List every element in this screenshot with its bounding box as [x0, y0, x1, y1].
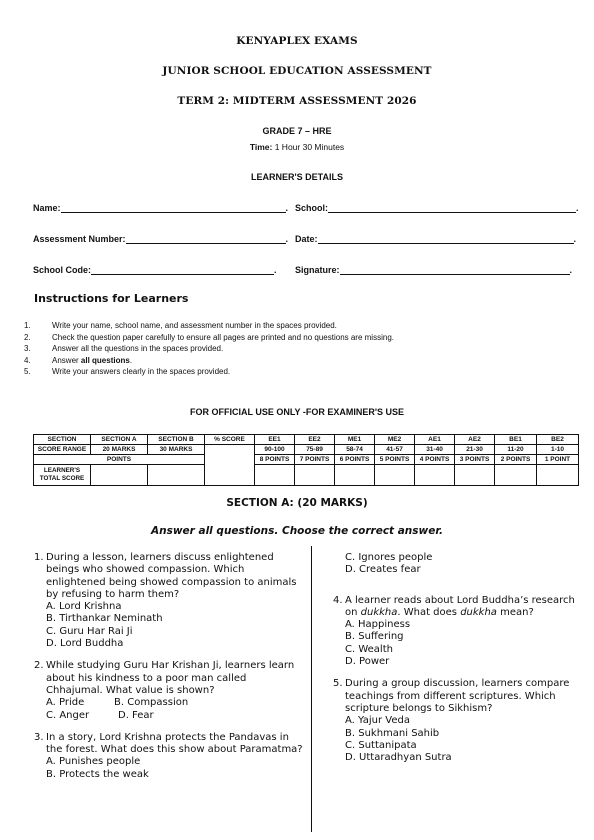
table-row: [34, 465, 579, 486]
option-d[interactable]: D. Uttaradhyan Sutra: [345, 752, 452, 764]
question-stem: During a lesson, learners discuss enlightened beings who showed compassion. Which enlightened being showed compassion to animals by refusing to harm them?: [46, 552, 297, 600]
option-d[interactable]: D. Lord Buddha: [46, 638, 124, 650]
instruction-item: 3. Answer all the questions in the spaces provided.: [24, 344, 224, 353]
question-4: 4. A learner reads about Lord Buddha’s research on dukkha. What does dukkha mean? A. Happiness B. Suffering C. Wealth D. Power: [333, 595, 583, 669]
signature-label: Signature:: [295, 265, 340, 275]
percent-score-cell[interactable]: [205, 445, 255, 486]
score-cell[interactable]: [335, 465, 375, 486]
name-label: Name:: [33, 203, 61, 213]
option-c[interactable]: C. Wealth: [345, 643, 393, 655]
exam-body-title: KENYAPLEX EXAMS: [236, 35, 358, 47]
question-stem: While studying Guru Har Krishan Ji, learners learn about his kindness to a poor man called Chhajumal. What value is shown?: [46, 660, 295, 696]
name-line[interactable]: [61, 203, 286, 213]
school-label: School:: [295, 203, 328, 213]
assessment-number-label: Assessment Number:: [33, 234, 126, 244]
section-a-instruction: Answer all questions. Choose the correct answer.: [150, 525, 444, 537]
option-c[interactable]: C. Anger: [46, 709, 90, 721]
learner-total-label: LEARNER'S TOTAL SCORE: [34, 465, 91, 486]
option-a[interactable]: A. Happiness: [345, 619, 411, 631]
section-a-title: SECTION A: (20 MARKS): [226, 497, 368, 509]
column-divider: [311, 546, 312, 832]
date-line[interactable]: [318, 234, 574, 244]
instruction-item: 1. Write your name, school name, and assessment number in the spaces provided.: [24, 321, 337, 330]
option-b[interactable]: B. Compassion: [114, 697, 189, 709]
time-label: Time:: [249, 142, 273, 152]
option-c[interactable]: C. Suttanipata: [345, 739, 417, 751]
question-stem: During a group discussion, learners compare teachings from different scriptures. Which scripture belongs to Sikhism?: [345, 678, 570, 714]
instructions-title: Instructions for Learners: [34, 292, 189, 305]
date-label: Date:: [295, 234, 318, 244]
table-row: SECTION SECTION A SECTION B % SCORE EE1 EE2 ME1 ME2 AE1 AE2 BE1 BE2: [34, 435, 579, 445]
option-b[interactable]: B. Sukhmani Sahib: [345, 727, 440, 739]
school-line[interactable]: [328, 203, 576, 213]
score-cell[interactable]: [91, 465, 148, 486]
signature-line[interactable]: [340, 265, 570, 275]
question-5: 5. During a group discussion, learners compare teachings from different scriptures. Which scripture belongs to Sikhism? A. Yajur Veda B. Sukhmani Sahib C. Suttanipata D. Uttaradhyan Sutra: [333, 678, 583, 764]
option-d[interactable]: D. Creates fear: [345, 564, 421, 576]
instruction-item: 4. Answer all questions.: [24, 355, 133, 365]
option-c[interactable]: C. Guru Har Rai Ji: [46, 625, 133, 637]
assessment-number-line[interactable]: [126, 234, 286, 244]
option-c[interactable]: C. Ignores people: [345, 552, 433, 563]
instruction-item: 2. Check the question paper carefully to ensure all pages are printed and no questions are missing.: [24, 332, 394, 342]
option-a[interactable]: A. Pride: [46, 697, 85, 709]
instructions-list: [22, 320, 394, 378]
option-b[interactable]: B. Protects the weak: [46, 768, 149, 780]
score-table: [33, 434, 579, 486]
questions-right-column: [333, 552, 583, 774]
school-code-line[interactable]: [91, 265, 274, 275]
time-value: 1 Hour 30 Minutes: [274, 142, 345, 152]
score-cell[interactable]: [537, 465, 579, 486]
question-stem: A learner reads about Lord Buddha’s research on dukkha. What does dukkha mean?: [345, 594, 575, 618]
question-stem: In a story, Lord Krishna protects the Pandavas in the forest. What does this show about Paramatma?: [46, 731, 303, 756]
school-code-label: School Code:: [33, 265, 91, 275]
question-3: 3. In a story, Lord Krishna protects the Pandavas in the forest. What does this show about Paramatma? A. Punishes people B. Protects the weak: [34, 731, 303, 780]
term-title: TERM 2: MIDTERM ASSESSMENT 2026: [177, 95, 417, 107]
option-d[interactable]: D. Fear: [118, 709, 154, 721]
option-b[interactable]: B. Tirthankar Neminath: [46, 613, 163, 625]
signature-field[interactable]: Signature: .: [295, 265, 573, 275]
learner-details-heading: LEARNER'S DETAILS: [251, 172, 343, 182]
assessment-number-field[interactable]: Assessment Number: .: [33, 234, 289, 244]
score-cell[interactable]: [415, 465, 455, 486]
score-cell[interactable]: [495, 465, 537, 486]
score-cell[interactable]: [455, 465, 495, 486]
instruction-item: 5. Write your answers clearly in the spaces provided.: [24, 367, 231, 376]
option-a[interactable]: A. Punishes people: [46, 756, 141, 768]
score-cell[interactable]: [148, 465, 205, 486]
questions-left-column: [34, 552, 304, 791]
table-row: SCORE RANGE 20 MARKS 30 MARKS 90-100 75-89 58-74 41-57 31-40 21-30 11-20 1-10: [34, 445, 579, 455]
option-a[interactable]: A. Lord Krishna: [46, 601, 122, 613]
grade-subject: GRADE 7 – HRE: [262, 126, 332, 136]
option-d[interactable]: D. Power: [345, 656, 390, 668]
table-row: POINTS 8 POINTS 7 POINTS 6 POINTS 5 POINTS 4 POINTS 3 POINTS 2 POINTS 1 POINT: [34, 455, 579, 465]
time-line: [0, 142, 594, 152]
school-code-field[interactable]: School Code: .: [33, 265, 277, 275]
question-3-continued: [333, 552, 583, 577]
score-cell[interactable]: [295, 465, 335, 486]
school-field[interactable]: School: .: [295, 203, 579, 213]
name-field[interactable]: Name: .: [33, 203, 289, 213]
official-use-heading: FOR OFFICIAL USE ONLY -FOR EXAMINER'S USE: [190, 407, 404, 417]
question-1: 1. During a lesson, learners discuss enlightened beings who showed compassion. Which enlightened being showed compassion to animals by refusing to harm them? A. Lord Krishna B. Tirthankar Neminath C. Guru Har Rai Ji D. Lord Buddha: [34, 552, 304, 650]
option-b[interactable]: B. Suffering: [345, 631, 404, 643]
date-field[interactable]: Date: .: [295, 234, 577, 244]
score-cell[interactable]: [375, 465, 415, 486]
question-2: 2. While studying Guru Har Krishan Ji, learners learn about his kindness to a poor man called Chhajumal. What value is shown? A. Pride B. Compassion C. Anger D. Fear: [34, 660, 295, 721]
option-a[interactable]: A. Yajur Veda: [345, 715, 410, 727]
assessment-title: JUNIOR SCHOOL EDUCATION ASSESSMENT: [162, 65, 432, 77]
score-cell[interactable]: [255, 465, 295, 486]
